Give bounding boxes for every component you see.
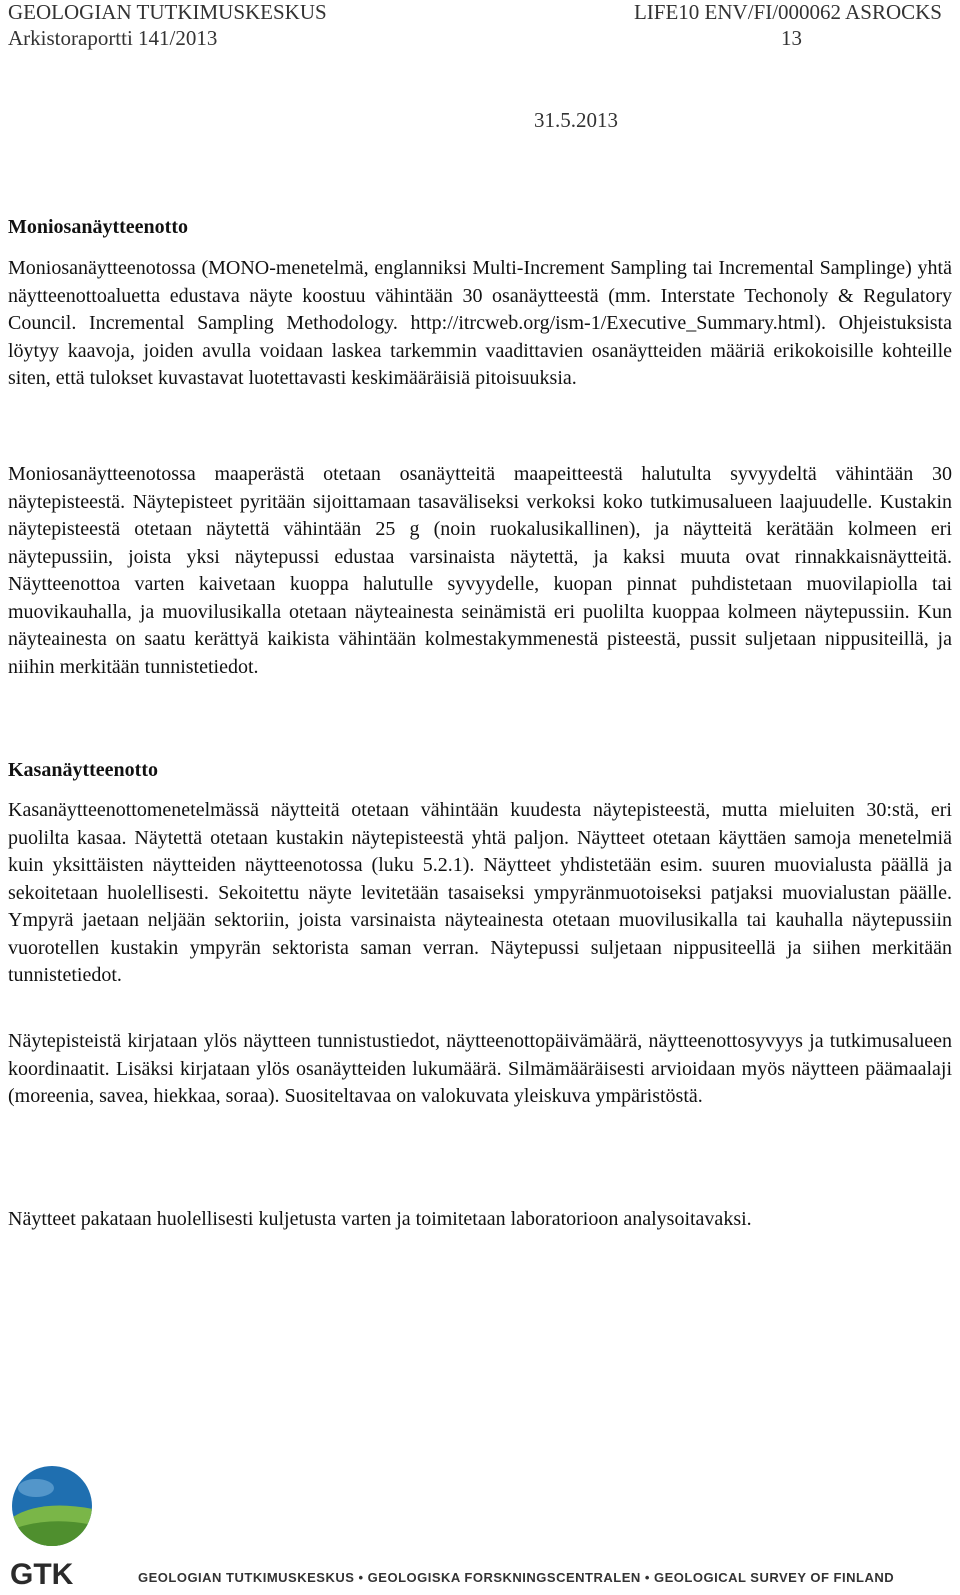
header-date: 31.5.2013 <box>534 108 618 132</box>
gtk-logo <box>6 1462 98 1590</box>
header-org: GEOLOGIAN TUTKIMUSKESKUS <box>8 0 327 24</box>
footer-tagline: GEOLOGIAN TUTKIMUSKESKUS • GEOLOGISKA FORSKNINGSCENTRALEN • GEOLOGICAL SURVEY OF FINLAND <box>138 1570 895 1585</box>
paragraph-kasa-recording: Näytepisteistä kirjataan ylös näytteen tunnistustiedot, näytteenottopäivämäärä, näytteenottosyvyys ja tutkimusalueen koordinaatit. Lisäksi kirjataan ylös osanäytteiden lukumäärä. Silmämääräisesti arvioidaan myös näytteen päämaalaji (moreenia, savea, hiekkaa, soraa). Suositeltavaa on valokuvata yleiskuva ympäristöstä. <box>8 1030 952 1107</box>
paragraph-kasa-method: Kasanäytteenottomenetelmässä näytteitä otetaan vähintään kuudesta näytepisteestä, mutta mieluiten 30:stä, eri puolilta kasaa. Näytettä otetaan kustakin näytepisteestä yhtä paljon. Näytteet otetaan käyttäen samoja menetelmiä kuin yksittäisten näytteiden näytteenotossa (luku 5.2.1). Näytteet yhdistetään esim. suuren muovialusta päällä ja sekoitetaan huolellisesti. Sekoitettu näyte levitetään tasaiseksi ympyränmuotoiseksi patjaksi muovialustan päälle. Ympyrä jaetaan neljään sektoriin, joista varsinaista näyteainesta otetaan muovilusikalla tai kauhalla näytepussiin vuorotellen kustakin ympyrän sektorista saman verran. Näytepussi suljetaan nippusiteellä ja siihen merkitään tunnistetiedot. <box>8 799 952 986</box>
section-heading-kasa: Kasanäytteenotto <box>8 759 158 781</box>
paragraph-moniosa-intro: Moniosanäytteenotossa (MONO-menetelmä, englanniksi Multi-Increment Sampling tai Incremental Samplinge) yhtä näytteenottoaluetta edustava näyte koostuu vähintään 30 osanäytteestä (mm. Interstate Techonoly & Regulatory Council. Incremental Sampling Methodology. http://itrcweb.org/ism-1/Executive_Summary.html). Ohjeistuksista löytyy kaavoja, joiden avulla voidaan laskea tarkemmin vaadittavien osanäytteiden määriä erikokoisille kohteille siten, että tulokset kuvastavat luotettavasti keskimääräisiä pitoisuuksia. <box>8 257 952 389</box>
header-second-row <box>8 26 942 50</box>
header-report: Arkistoraportti 141/2013 <box>8 26 218 50</box>
header-top-row <box>8 0 942 24</box>
page-number: 13 <box>781 26 802 50</box>
gtk-logo-icon <box>6 1462 98 1590</box>
gtk-logo-text: GTK <box>10 1558 74 1590</box>
header-project: LIFE10 ENV/FI/000062 ASROCKS <box>633 0 942 24</box>
paragraph-moniosa-method: Moniosanäytteenotossa maaperästä otetaan osanäytteitä maapeitteestä halutulta syvyydeltä vähintään 30 näytepisteestä. Näytepisteet pyritään sijoittamaan tasaväliseksi verkoksi koko tutkimusalueen laajuudelle. Kustakin näytepisteestä otetaan näytettä vähintään 25 g (noin ruokalusikallinen), ja näytteitä kerätään kolmeen eri näytepussiin, joista yksi näytepussi edustaa varsinaista näytettä, ja kaksi muuta ovat rinnakkaisnäytteitä. Näytteenottoa varten kaivetaan kuoppa halutulle syvyydelle, kuopan pinnat puhdistetaan muovilapiolla tai muovikauhalla, ja muovilusikalla otetaan näyteainesta seinämistä eri puolilta kuoppaa kolmeen näytepussiin. Kun näyteainesta on saatu kerättyä kaikista vähintään kolmestakymmenestä pisteestä, pussit suljetaan nippusiteillä, ja niihin merkitään tunnistetiedot. <box>8 463 952 678</box>
paragraph-kasa-packing: Näytteet pakataan huolellisesti kuljetusta varten ja toimitetaan laboratorioon analysoitavaksi. <box>8 1208 752 1230</box>
section-heading-moniosa: Moniosanäytteenotto <box>8 216 188 238</box>
